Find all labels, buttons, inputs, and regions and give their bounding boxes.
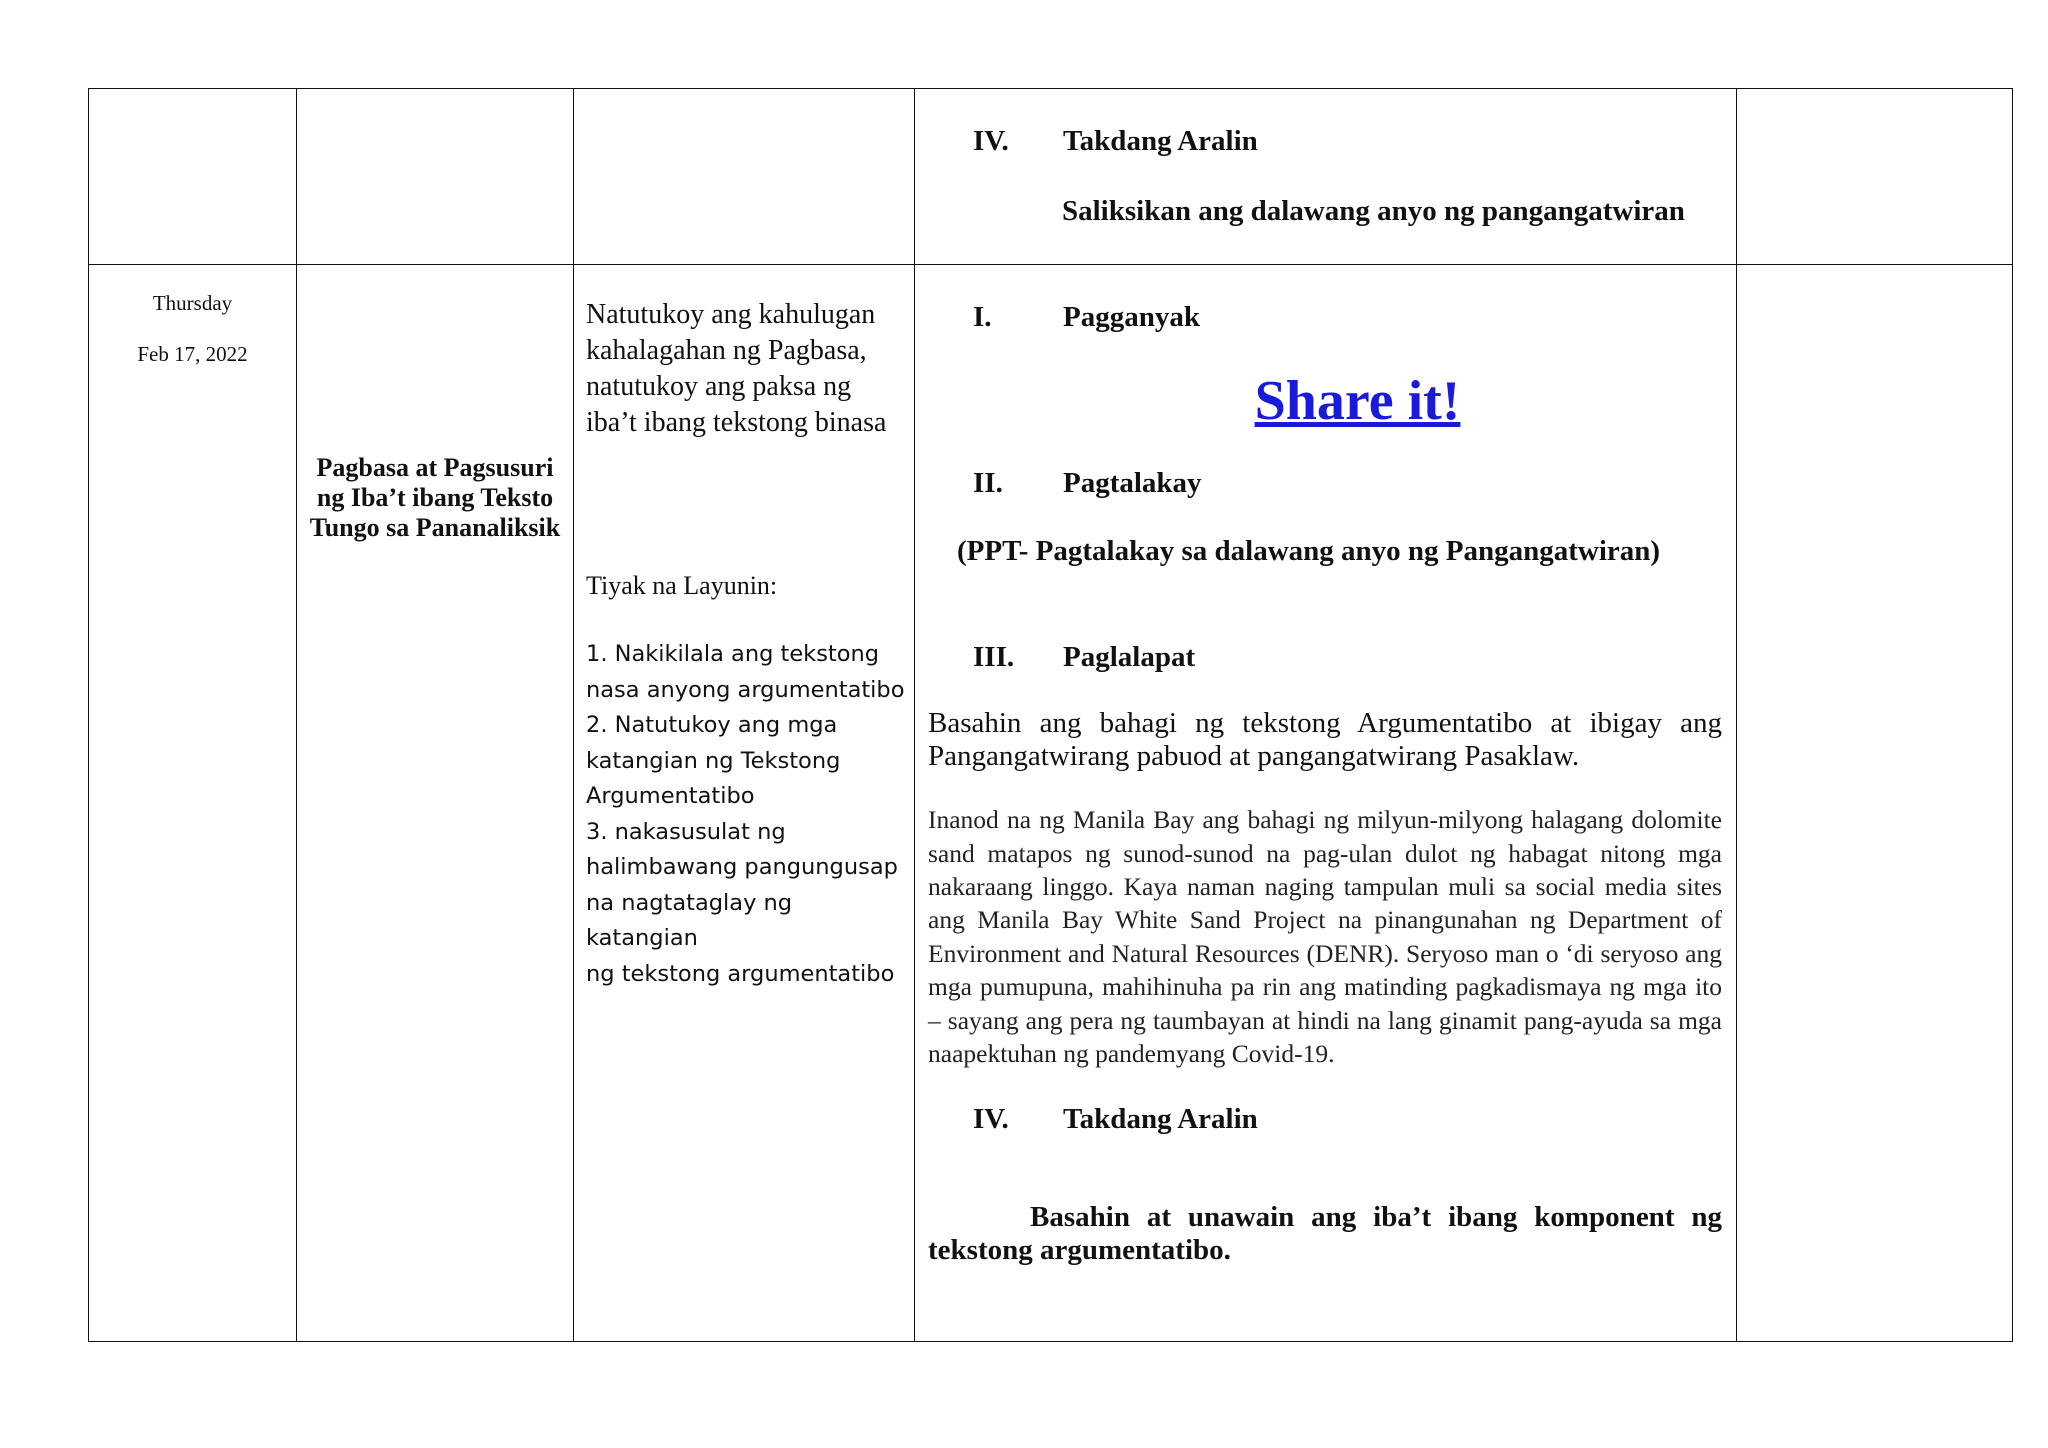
date-label: Feb 17, 2022 [137,342,248,367]
section-title: Takdang Aralin [1063,1103,1258,1136]
topic-cell [297,89,574,265]
assignment-text: Saliksikan ang dalawang anyo ng pangangatwiran [1062,195,1685,227]
day-cell [89,89,297,265]
section-title: Paglalapat [1063,641,1196,674]
section-iv-heading [973,125,1258,158]
section-numeral: IV. [973,1103,1009,1136]
topic-title: Pagbasa at Pagsusuri ng Iba’t ibang Teksto Tungo sa Pananaliksik [309,453,561,543]
section-numeral: III. [973,641,1015,674]
section-numeral: I. [973,301,992,334]
lesson-plan-table [88,88,2013,1342]
assignment-text: Basahin at unawain ang iba’t ibang komponent ng tekstong argumentatibo. [928,1201,1722,1267]
topic-cell [297,265,574,1342]
remarks-cell [1737,265,2013,1342]
activities-cell [915,265,1737,1342]
objectives-cell [574,265,915,1342]
section-ii-heading [973,467,1202,500]
list-item: 3. nakasusulat ng halimbawang pangungusap na nagtataglay ng katangian ng tekstong argumentatibo [586,818,898,987]
section-iii-heading [973,641,1195,674]
list-item: 1. Nakikilala ang tekstong nasa anyong argumentatibo [586,641,905,703]
section-title: Pagganyak [1063,301,1200,334]
general-objective: Natutukoy ang kahulugan kahalagahan ng Pagbasa, natutukoy ang paksa ng iba’t ibang tekstong binasa [586,299,887,439]
ppt-note: (PPT- Pagtalakay sa dalawang anyo ng Pangangatwiran) [957,535,1661,568]
objectives-cell [574,89,915,265]
section-title: Pagtalakay [1063,467,1202,500]
day-label: Thursday [152,291,233,316]
share-it-link[interactable]: Share it! [1254,370,1461,433]
section-numeral: IV. [973,125,1009,157]
specific-objectives-list [586,637,910,992]
section-iv-heading [973,1103,1258,1136]
section-numeral: II. [973,467,1003,500]
section-title: Takdang Aralin [1063,125,1258,157]
table-row [89,265,2013,1342]
remarks-cell [1737,89,2013,265]
list-item: 2. Natutukoy ang mga katangian ng Tekstong Argumentatibo [586,712,841,810]
activities-cell [915,89,1737,265]
passage-text: Inanod na ng Manila Bay ang bahagi ng milyun-milyong halagang dolomite sand matapos ng sunod-sunod na pag-ulan dulot ng habagat nitong mga nakaraang linggo. Kaya naman naging tampulan muli sa social media sites ang Manila Bay White Sand Project na pinangunahan ng Department of Environment and Natural Resources (DENR). Seryoso man o ‘di seryoso ang mga pumupuna, mahihinuha pa rin ang matinding pagkadismaya ng mga ito – sayang ang pera ng taumbayan at hindi na lang ginamit pang-ayuda sa mga naapektuhan ng pandemyang Covid-19. [928,805,1722,1068]
instruction-text: Basahin ang bahagi ng tekstong Argumentatibo at ibigay ang Pangangatwirang pabuod at pangangatwirang Pasaklaw. [928,707,1722,773]
table-row [89,89,2013,265]
share-link-container [915,369,1736,433]
section-i-heading [973,301,1200,334]
specific-objectives-label: Tiyak na Layunin: [586,571,778,601]
day-cell [89,265,297,1342]
